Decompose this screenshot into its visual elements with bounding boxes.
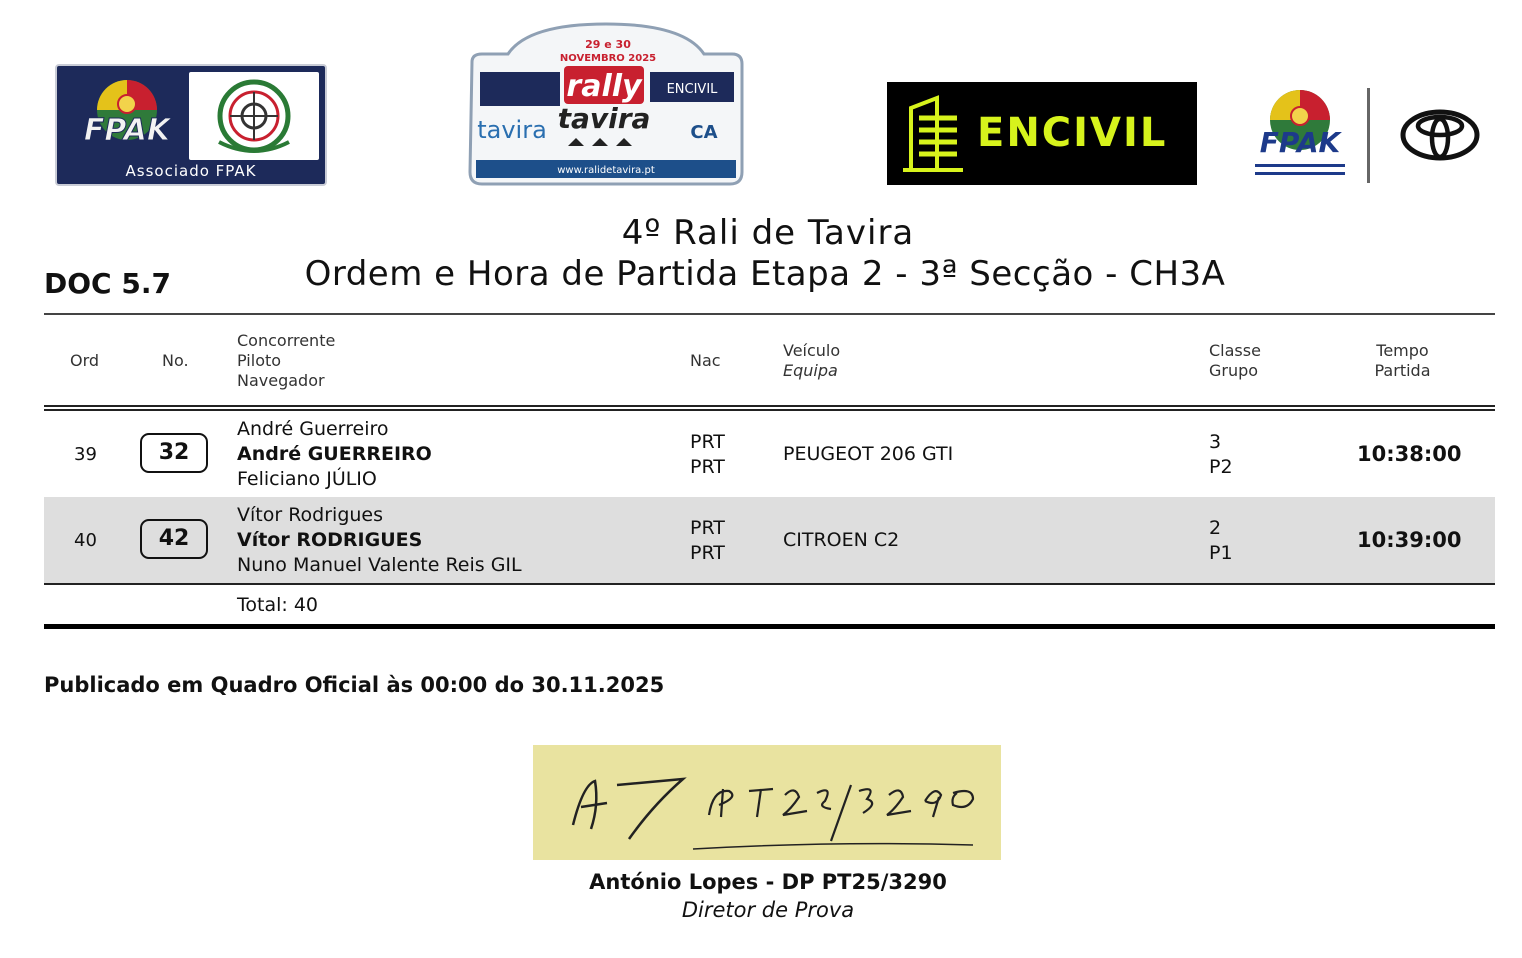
rally-ca-text: CA: [690, 122, 718, 143]
row-navegador: Nuno Manuel Valente Reis GIL: [237, 554, 522, 576]
row-ord: 40: [74, 530, 97, 551]
row-nac-2: PRT: [690, 456, 725, 478]
toyota-logo: [1400, 108, 1480, 162]
row-nac-1: PRT: [690, 517, 725, 539]
header-tempo: Tempo: [1376, 341, 1429, 360]
header-partida: Partida: [1374, 361, 1431, 380]
row-nac-2: PRT: [690, 542, 725, 564]
row-grupo: P1: [1209, 542, 1233, 564]
row-ord: 39: [74, 444, 97, 465]
row-navegador: Feliciano JÚLIO: [237, 468, 377, 490]
row-divider: [44, 583, 1495, 585]
row-concorrente: Vítor Rodrigues: [237, 504, 384, 526]
rally-word: rally: [566, 69, 642, 104]
row-piloto: [237, 528, 522, 553]
top-divider: [44, 313, 1495, 315]
bottom-divider: [44, 624, 1495, 629]
row-nac: [690, 430, 725, 480]
rally-tavira-logo: [468, 22, 744, 186]
row-classe: 3: [1209, 431, 1222, 453]
logo-divider: [1367, 88, 1370, 183]
row-names: [237, 417, 432, 492]
automobile-club-emblem: [189, 72, 319, 160]
toyota-emblem-icon: [1400, 108, 1480, 162]
fpak-text: FPAK: [83, 113, 171, 148]
fpak-right-text: FPAK: [1259, 126, 1341, 159]
fpak-logo: [1245, 86, 1355, 186]
row-tempo: 10:39:00: [1357, 528, 1462, 552]
document-subtitle: Ordem e Hora de Partida Etapa 2 - 3ª Secção - CH3A: [304, 254, 1226, 294]
rally-url: www.ralidetavira.pt: [557, 165, 655, 176]
header-nac: Nac: [690, 351, 721, 370]
row-veiculo: CITROEN C2: [783, 529, 900, 551]
table-row: [44, 411, 1495, 497]
row-nac: [690, 516, 725, 566]
header-no: No.: [162, 351, 189, 370]
encivil-logo: [887, 82, 1197, 185]
row-concorrente: André Guerreiro: [237, 418, 389, 440]
header-navegador: Navegador: [237, 371, 325, 390]
header-equipa: Equipa: [783, 361, 838, 380]
signer-role: Diretor de Prova: [681, 898, 855, 922]
encivil-wordmark: ENCIVIL: [977, 110, 1168, 156]
header-class: [1209, 341, 1261, 381]
document-title: 4º Rali de Tavira: [621, 213, 915, 253]
header-divider-1: [44, 405, 1495, 407]
header-veiculo: Veículo: [783, 341, 841, 360]
rally-encivil-text: ENCIVIL: [666, 82, 718, 97]
publication-notice: Publicado em Quadro Oficial às 00:00 do 30.11.2025: [44, 673, 665, 697]
row-grupo: P2: [1209, 456, 1233, 478]
row-names: [237, 503, 522, 578]
rally-city: tavira: [557, 102, 651, 135]
header-piloto: Piloto: [237, 351, 282, 370]
header-concorrente: Concorrente: [237, 331, 336, 350]
car-number-badge: 32: [140, 433, 208, 473]
total-count: Total: 40: [237, 594, 318, 616]
fpak-associate-logo: [55, 64, 327, 186]
row-class: [1209, 516, 1233, 566]
rally-month: NOVEMBRO 2025: [559, 53, 657, 64]
row-piloto-first: Vítor: [237, 529, 297, 551]
signer-name: António Lopes - DP PT25/3290: [589, 870, 947, 894]
building-icon: [897, 82, 977, 185]
handwritten-signature-icon: [533, 745, 1001, 860]
row-piloto-last: RODRIGUES: [296, 529, 423, 551]
table-row: [44, 497, 1495, 583]
row-nac-1: PRT: [690, 431, 725, 453]
row-piloto-last: GUERREIRO: [307, 443, 432, 465]
row-class: [1209, 430, 1233, 480]
header-start-time: [1360, 341, 1445, 381]
signature-image: [533, 745, 1001, 860]
fpak-emblem-icon: [67, 74, 187, 162]
header-competitor: [237, 331, 335, 391]
header-vehicle: [783, 341, 840, 381]
document-code: DOC 5.7: [44, 267, 171, 300]
row-classe: 2: [1209, 517, 1222, 539]
header-grupo: Grupo: [1209, 361, 1259, 380]
header-classe: Classe: [1209, 341, 1261, 360]
row-piloto: [237, 442, 432, 467]
rally-dates: 29 e 30: [585, 38, 631, 51]
associate-fpak-label: Associado FPAK: [125, 162, 257, 180]
car-number-badge: 42: [140, 519, 208, 559]
row-veiculo: PEUGEOT 206 GTI: [783, 443, 954, 465]
row-tempo: 10:38:00: [1357, 442, 1462, 466]
row-piloto-first: André: [237, 443, 308, 465]
rally-city-small: tavira: [477, 116, 547, 144]
header-ord: Ord: [70, 351, 100, 370]
